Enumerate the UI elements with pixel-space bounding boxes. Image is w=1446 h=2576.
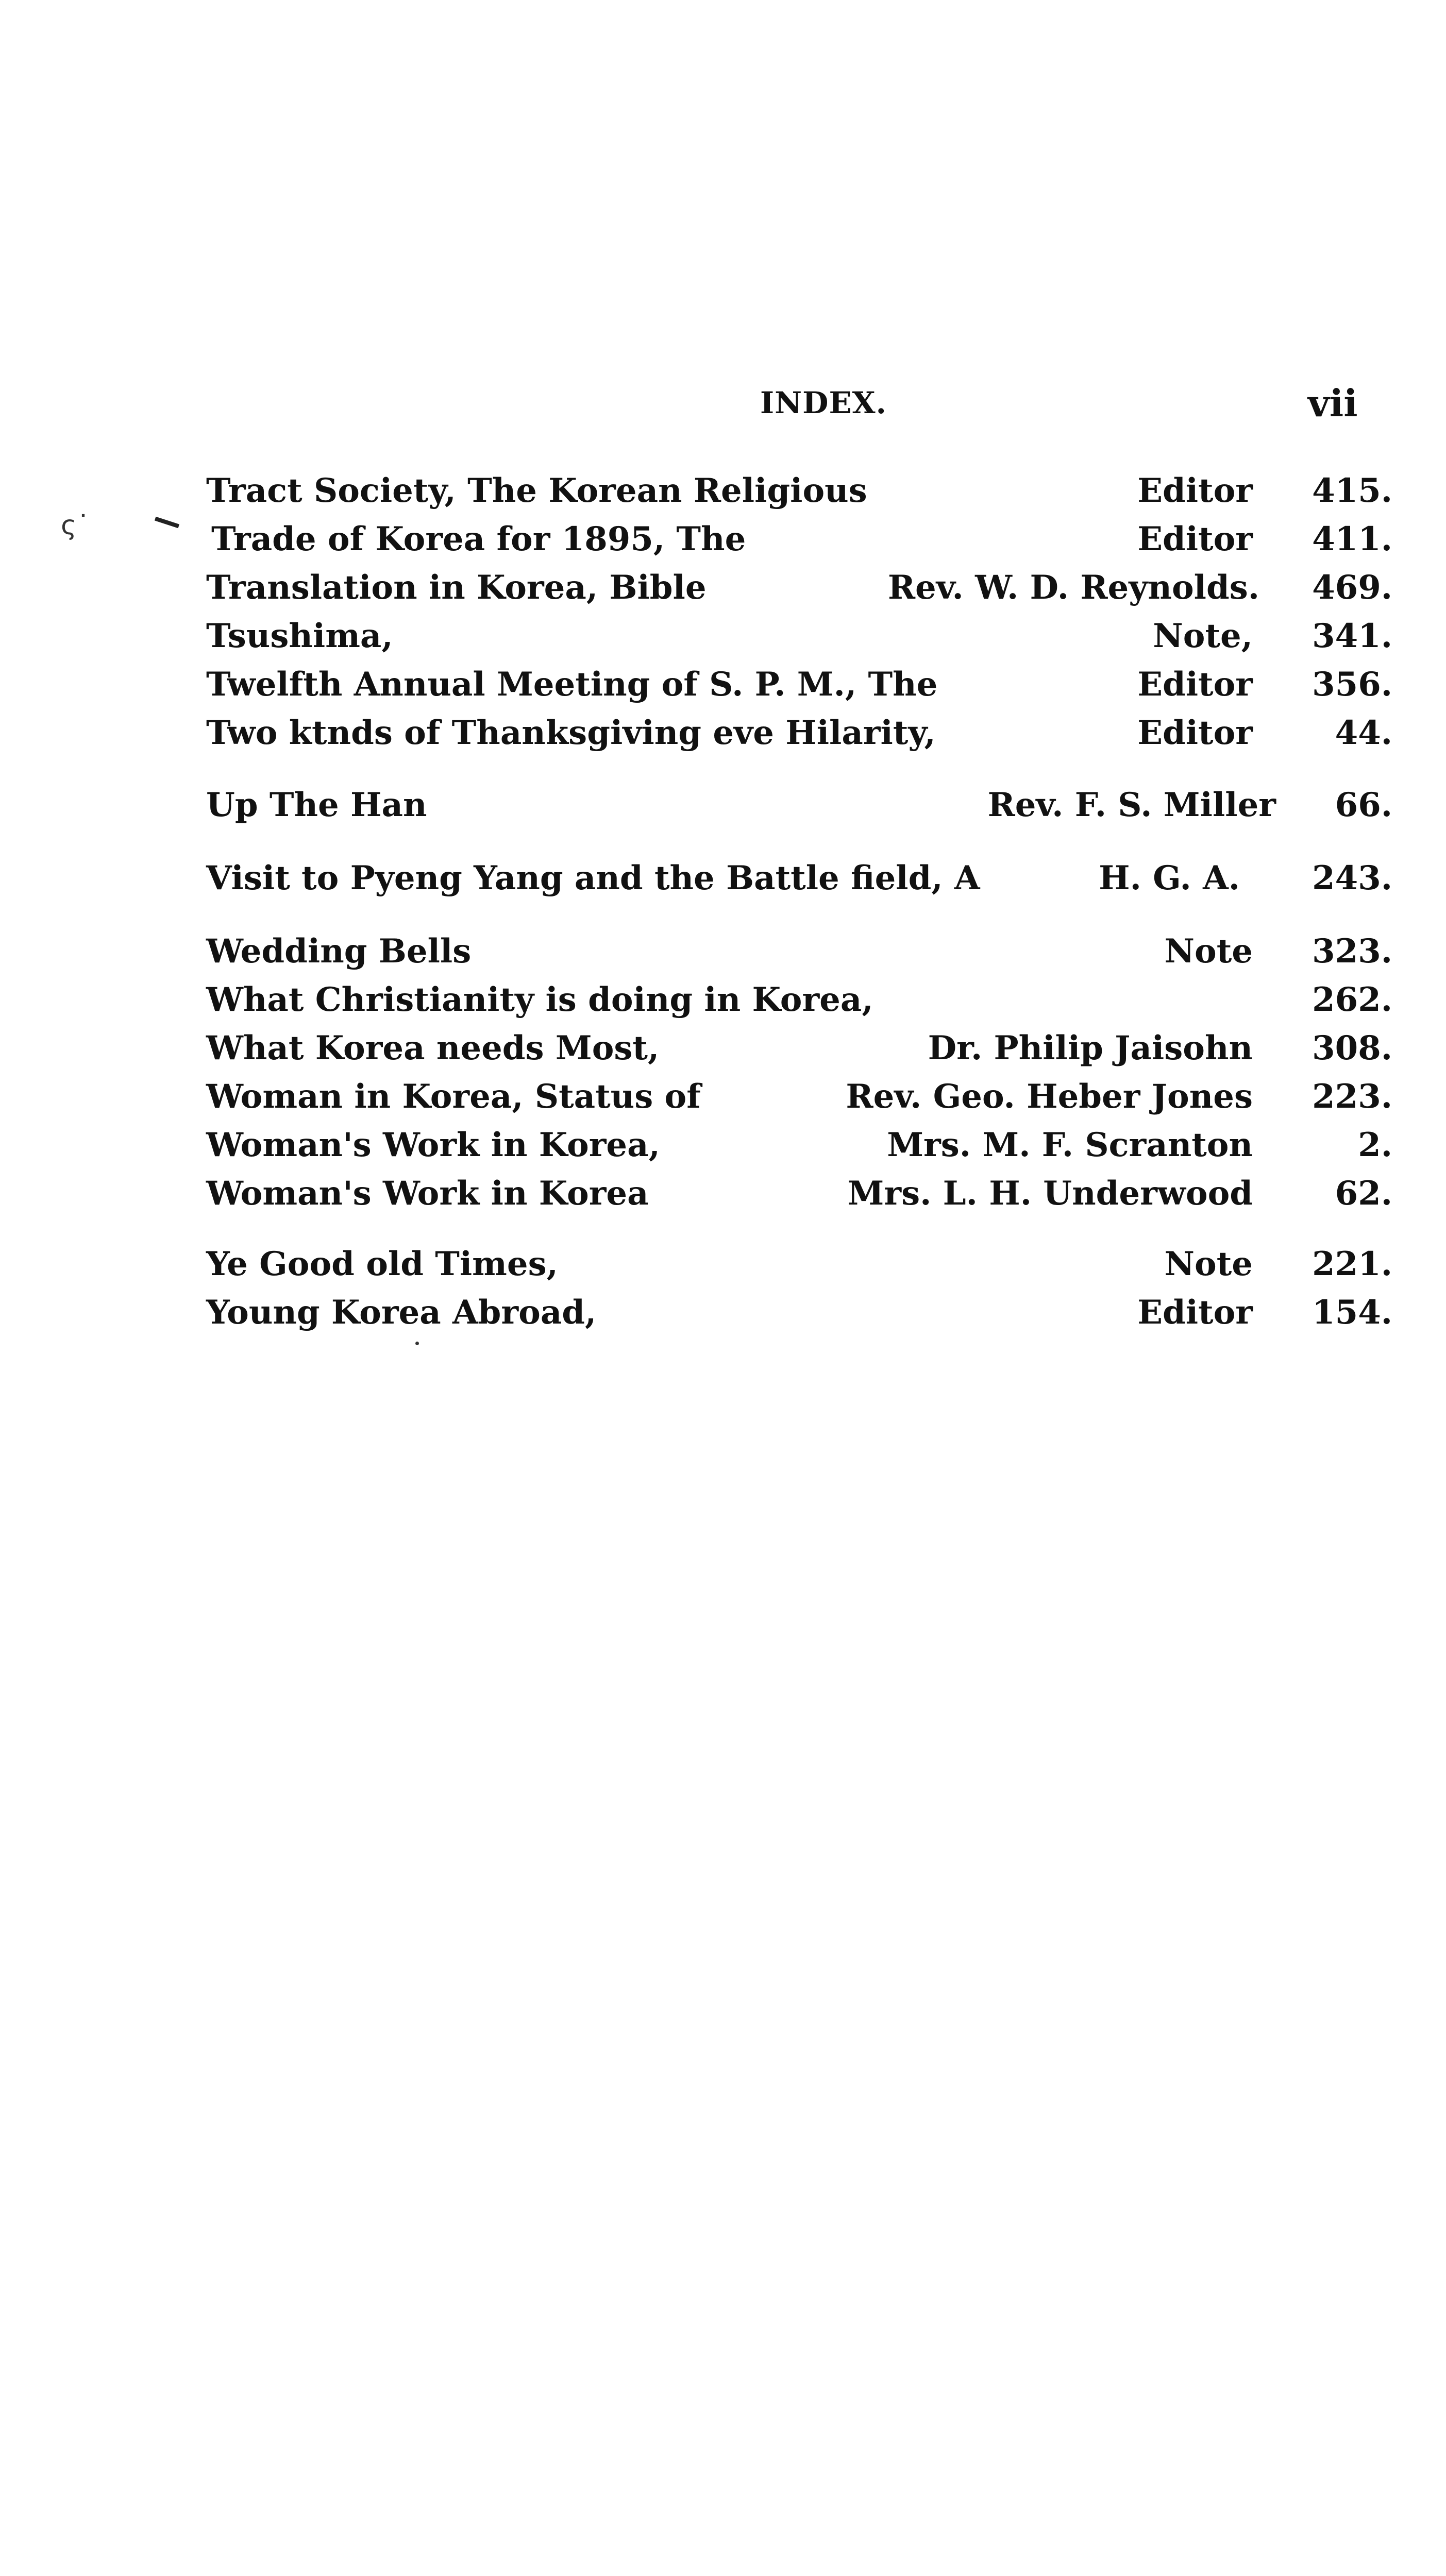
- entry-author: Rev. W. D. Reynolds.: [887, 568, 1259, 607]
- entry-author: Editor: [1137, 471, 1253, 510]
- index-group-u: [0, 781, 1446, 829]
- entry-author: Rev. F. S. Miller: [987, 786, 1276, 824]
- entry-author: Editor: [1137, 714, 1253, 752]
- entry-title: Translation in Korea, Bible: [206, 568, 707, 607]
- entry-page: 2.: [1358, 1126, 1392, 1164]
- entry-title: Tract Society, The Korean Religious: [206, 471, 867, 510]
- index-group-y: [0, 1240, 1446, 1337]
- index-entry: [0, 1121, 1446, 1170]
- entry-author: Note: [1164, 1245, 1253, 1283]
- entry-title: Tsushima,: [206, 617, 393, 655]
- index-entry: [0, 1289, 1446, 1337]
- index-entry: [0, 976, 1446, 1024]
- entry-title: Woman in Korea, Status of: [206, 1077, 701, 1116]
- entry-page: 223.: [1312, 1077, 1392, 1116]
- index-group-w: [0, 927, 1446, 1218]
- entry-page: 44.: [1335, 714, 1392, 752]
- entry-title: What Korea needs Most,: [206, 1029, 660, 1067]
- entry-page: 62.: [1335, 1174, 1392, 1213]
- margin-mark-icon: ς˙: [61, 510, 90, 541]
- running-head: [0, 381, 1446, 428]
- index-entry: [0, 854, 1446, 903]
- entry-author: Dr. Philip Jaisohn: [928, 1029, 1253, 1067]
- entry-title: What Christianity is doing in Korea,: [206, 980, 873, 1019]
- index-entry: [0, 1240, 1446, 1289]
- index-entry: [0, 515, 1446, 564]
- entry-page: 411.: [1312, 520, 1392, 558]
- entry-title: Twelfth Annual Meeting of S. P. M., The: [206, 665, 938, 704]
- entry-page: 356.: [1312, 665, 1392, 704]
- index-entry: [0, 927, 1446, 976]
- index-group-t: [0, 467, 1446, 757]
- entry-page: 66.: [1335, 786, 1392, 824]
- entry-author: Note,: [1153, 617, 1253, 655]
- entry-page: 341.: [1312, 617, 1392, 655]
- index-entry: [0, 709, 1446, 757]
- entry-page: 323.: [1312, 932, 1392, 971]
- entry-title: Woman's Work in Korea: [206, 1174, 649, 1213]
- index-entry: [0, 564, 1446, 612]
- entry-author: Editor: [1137, 520, 1253, 558]
- entry-page: 154.: [1312, 1293, 1392, 1332]
- entry-title: Ye Good old Times,: [206, 1245, 558, 1283]
- entry-author: Mrs. L. H. Underwood: [847, 1174, 1253, 1213]
- entry-author: Rev. Geo. Heber Jones: [846, 1077, 1253, 1116]
- entry-page: 262.: [1312, 980, 1392, 1019]
- page-numeral: vii: [1308, 381, 1358, 425]
- stray-dot-icon: [415, 1342, 419, 1345]
- entry-title: Visit to Pyeng Yang and the Battle field, A: [206, 859, 980, 897]
- index-title: INDEX.: [760, 385, 887, 420]
- index-entry: [0, 612, 1446, 660]
- index-entry: [0, 1024, 1446, 1073]
- entry-author: Editor: [1137, 1293, 1253, 1332]
- index-entry: [0, 1073, 1446, 1121]
- entry-title: Trade of Korea for 1895, The: [211, 520, 746, 558]
- entry-page: 243.: [1312, 859, 1392, 897]
- index-entry: [0, 781, 1446, 829]
- entry-page: 469.: [1312, 568, 1392, 607]
- entry-page: 415.: [1312, 471, 1392, 510]
- entry-author: H. G. A.: [1099, 859, 1240, 897]
- index-entry: [0, 660, 1446, 709]
- entry-page: 308.: [1312, 1029, 1392, 1067]
- entry-title: Up The Han: [206, 786, 427, 824]
- entry-author: Note: [1164, 932, 1253, 971]
- entry-page: 221.: [1312, 1245, 1392, 1283]
- entry-title: Two ktnds of Thanksgiving eve Hilarity,: [206, 714, 936, 752]
- entry-title: Woman's Work in Korea,: [206, 1126, 660, 1164]
- entry-title: Wedding Bells: [206, 932, 472, 971]
- index-entry: [0, 467, 1446, 515]
- entry-author: Editor: [1137, 665, 1253, 704]
- entry-author: Mrs. M. F. Scranton: [887, 1126, 1253, 1164]
- entry-title: Young Korea Abroad,: [206, 1293, 597, 1332]
- index-entry: [0, 1170, 1446, 1218]
- index-group-v: [0, 854, 1446, 903]
